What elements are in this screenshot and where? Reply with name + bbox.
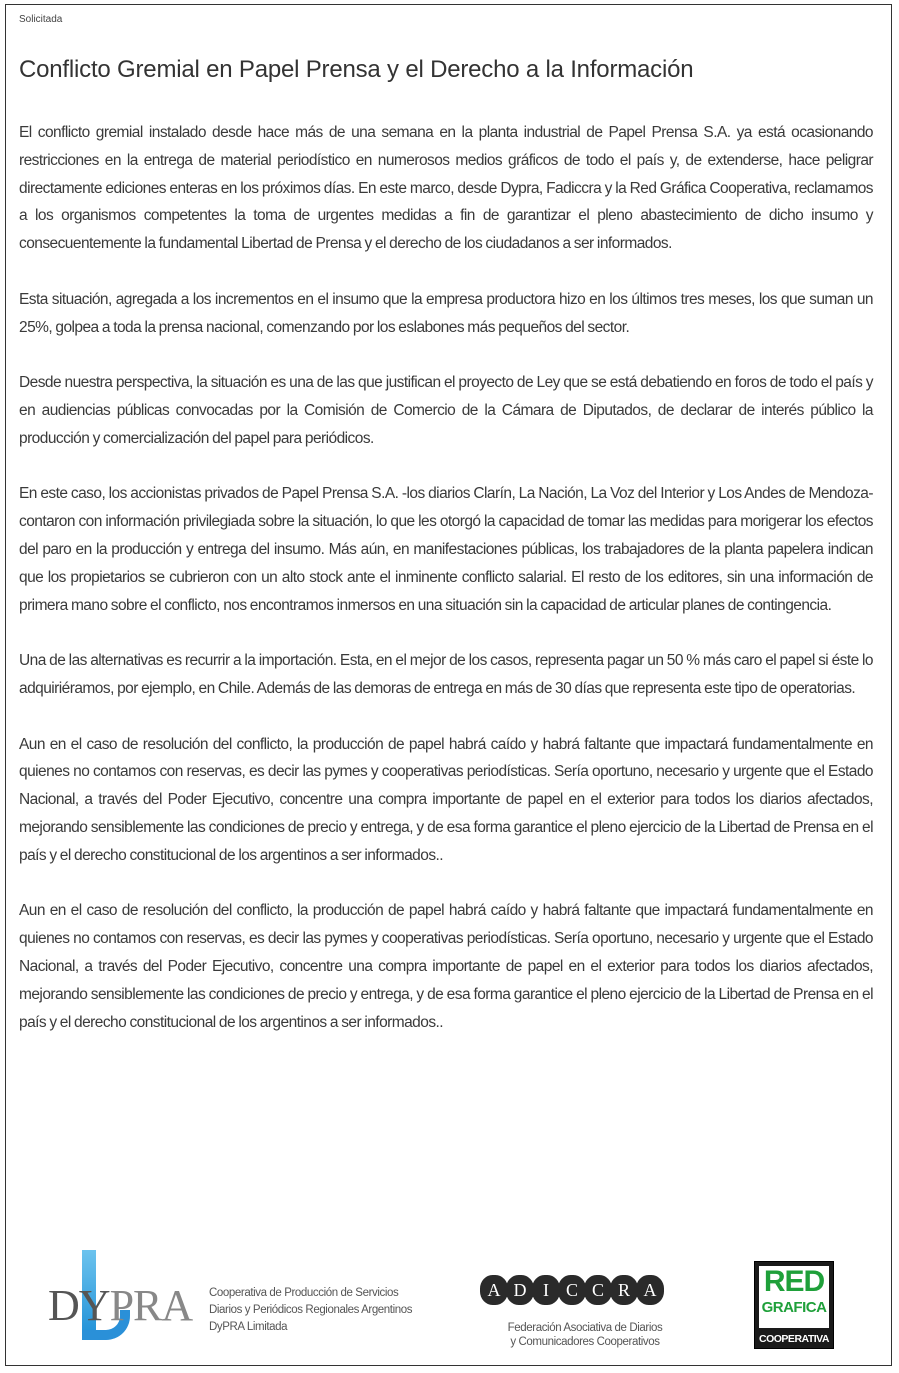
- adiccra-line: Federación Asociativa de Diarios: [507, 1322, 663, 1334]
- paragraph: Aun en el caso de resolución del conflicto, la producción de papel habrá caído y habrá faltante que impactará fundamentalmente en quienes no contamos con reservas, es decir las pymes y cooperativas periodísticas. Sería oportuno, necesario y urgente que el Estado Nacional, a través del Poder Ejecutivo, concentre una compra importante de papel en el exterior para todos los diarios afectados, mejorando sensiblemente las condiciones de precio y entrega, y de esa forma garantice el pleno ejercicio de la Libertad de Prensa en el país y el derecho constitucional de los argentinos a ser informados..: [19, 735, 873, 864]
- paragraph: El conflicto gremial instalado desde hace más de una semana en la planta industrial de Papel Prensa S.A. ya está ocasionando restricciones en la entrega de material periodístico en numerosos medios gráficos de todo el país y, de extenderse, hace peligrar directamente ediciones enteras en los próximos días. En este marco, desde Dypra, Fadiccra y la Red Gráfica Cooperativa, reclamamos a los organismos competentes la toma de urgentes medidas a fin de garantizar el pleno abastecimiento de dicho insumo y consecuentemente la fundamental Libertad de Prensa y el derecho de los ciudadanos a ser informados.: [19, 124, 873, 253]
- paragraph: Desde nuestra perspectiva, la situación es una de las que justifican el proyecto de Ley que se está debatiendo en foros de todo el país y en audiencias públicas convocadas por la Comisión de Comercio de la Cámara de Diputados, de declarar de interés público la producción y comercialización del papel para periódicos.: [19, 374, 873, 447]
- paragraph: Esta situación, agregada a los incrementos en el insumo que la empresa productora hizo en los últimos tres meses, los que suman un 25%, golpea a toda la prensa nacional, comenzando por los eslabones más pequeños del sector.: [19, 290, 873, 336]
- dypra-line: Diarios y Periódicos Regionales Argentinos: [209, 1304, 413, 1316]
- red-grafica-logo-red: RED: [763, 1265, 825, 1298]
- red-grafica-logo-grafica: GRAFICA: [761, 1299, 827, 1316]
- dypra-description: [209, 1285, 412, 1336]
- paragraph: Aun en el caso de resolución del conflicto, la producción de papel habrá caído y habrá faltante que impactará fundamentalmente en quienes no contamos con reservas, es decir las pymes y cooperativas periodísticas. Sería oportuno, necesario y urgente que el Estado Nacional, a través del Poder Ejecutivo, concentre una compra importante de papel en el exterior para todos los diarios afectados, mejorando sensiblemente las condiciones de precio y entrega, y de esa forma garantice el pleno ejercicio de la Libertad de Prensa en el país y el derecho constitucional de los argentinos a ser informados..: [19, 902, 873, 1031]
- adiccra-line: y Comunicadores Cooperativos: [510, 1336, 660, 1348]
- article-body: [19, 119, 873, 1064]
- red-grafica-logo-cooperativa: COOPERATIVA: [759, 1333, 829, 1345]
- section-label: Solicitada: [19, 14, 63, 25]
- adiccra-description: [500, 1321, 670, 1349]
- signatories: [0, 1245, 899, 1355]
- page-title: Conflicto Gremial en Papel Prensa y el Derecho a la Información: [19, 56, 694, 83]
- paragraph: En este caso, los accionistas privados de Papel Prensa S.A. -los diarios Clarín, La Nación, La Voz del Interior y Los Andes de Mendoza- contaron con información privilegiada sobre la situación, lo que les otorgó la capacidad de tomar las medidas para morigerar los efectos del paro en la producción y entrega del insumo. Más aún, en manifestaciones públicas, los trabajadores de la planta papelera indican que los propietarios se cubrieron con un alto stock ante el inminente conflicto salarial. El resto de los editores, sin una información de primera mano sobre el conflicto, nos encontramos inmersos en una situación sin la capacidad de articular planes de contingencia.: [19, 485, 873, 614]
- adiccra-logo: A D I C C R A: [480, 1275, 662, 1305]
- dypra-line: DyPRA Limitada: [209, 1321, 288, 1333]
- red-grafica-logo: [754, 1261, 834, 1349]
- dypra-logo: DYPRA: [48, 1250, 198, 1350]
- dypra-line: Cooperativa de Producción de Servicios: [209, 1287, 399, 1299]
- paragraph: Una de las alternativas es recurrir a la importación. Esta, en el mejor de los casos, representa pagar un 50 % más caro el papel si éste lo adquiriéramos, por ejemplo, en Chile. Además de las demoras de entrega en más de 30 días que representa este tipo de operatorias.: [19, 652, 873, 697]
